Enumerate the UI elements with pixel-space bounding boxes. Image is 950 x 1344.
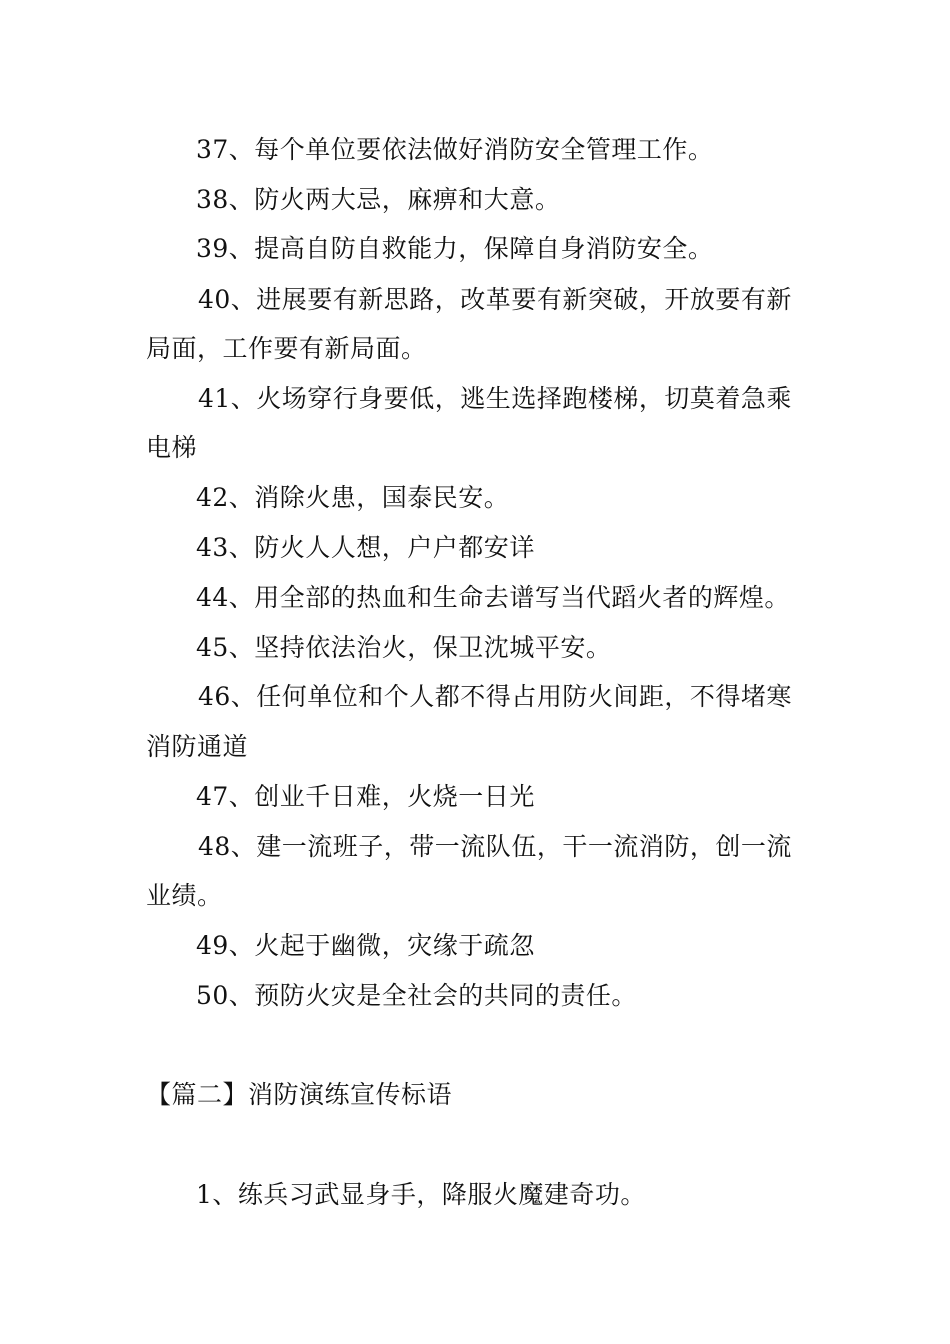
slogan-46: 46、任何单位和个人都不得占用防火间距，不得堵寒 xyxy=(198,682,792,711)
slogan-48-continued: 业绩。 xyxy=(146,881,223,910)
slogan-40: 40、进展要有新思路，改革要有新突破，开放要有新 xyxy=(198,285,792,314)
slogan-46-continued: 消防通道 xyxy=(146,732,249,761)
slogan-50: 50、预防火灾是全社会的共同的责任。 xyxy=(196,981,637,1010)
slogan-49: 49、火起于幽微，灾缘于疏忽 xyxy=(196,931,535,960)
slogan-44: 44、用全部的热血和生命去谱写当代蹈火者的辉煌。 xyxy=(196,583,790,612)
slogan-37: 37、每个单位要依法做好消防安全管理工作。 xyxy=(196,135,714,164)
slogan-39: 39、提高自防自救能力，保障自身消防安全。 xyxy=(196,234,714,263)
slogan-41-continued: 电梯 xyxy=(146,433,198,462)
slogan-48: 48、建一流班子，带一流队伍，干一流消防，创一流 xyxy=(198,832,792,861)
slogan-part2-1: 1、练兵习武显身手，降服火魔建奇功。 xyxy=(196,1180,646,1209)
slogan-43: 43、防火人人想，户户都安详 xyxy=(196,533,535,562)
slogan-38: 38、防火两大忌，麻痹和大意。 xyxy=(196,185,561,214)
slogan-45: 45、坚持依法治火，保卫沈城平安。 xyxy=(196,633,612,662)
slogan-42: 42、消除火患，国泰民安。 xyxy=(196,483,510,512)
slogan-40-continued: 局面，工作要有新局面。 xyxy=(146,334,427,363)
slogan-41: 41、火场穿行身要低，逃生选择跑楼梯，切莫着急乘 xyxy=(198,384,792,413)
section-heading: 【篇二】消防演练宣传标语 xyxy=(146,1080,453,1109)
slogan-47: 47、创业千日难，火烧一日光 xyxy=(196,782,535,811)
